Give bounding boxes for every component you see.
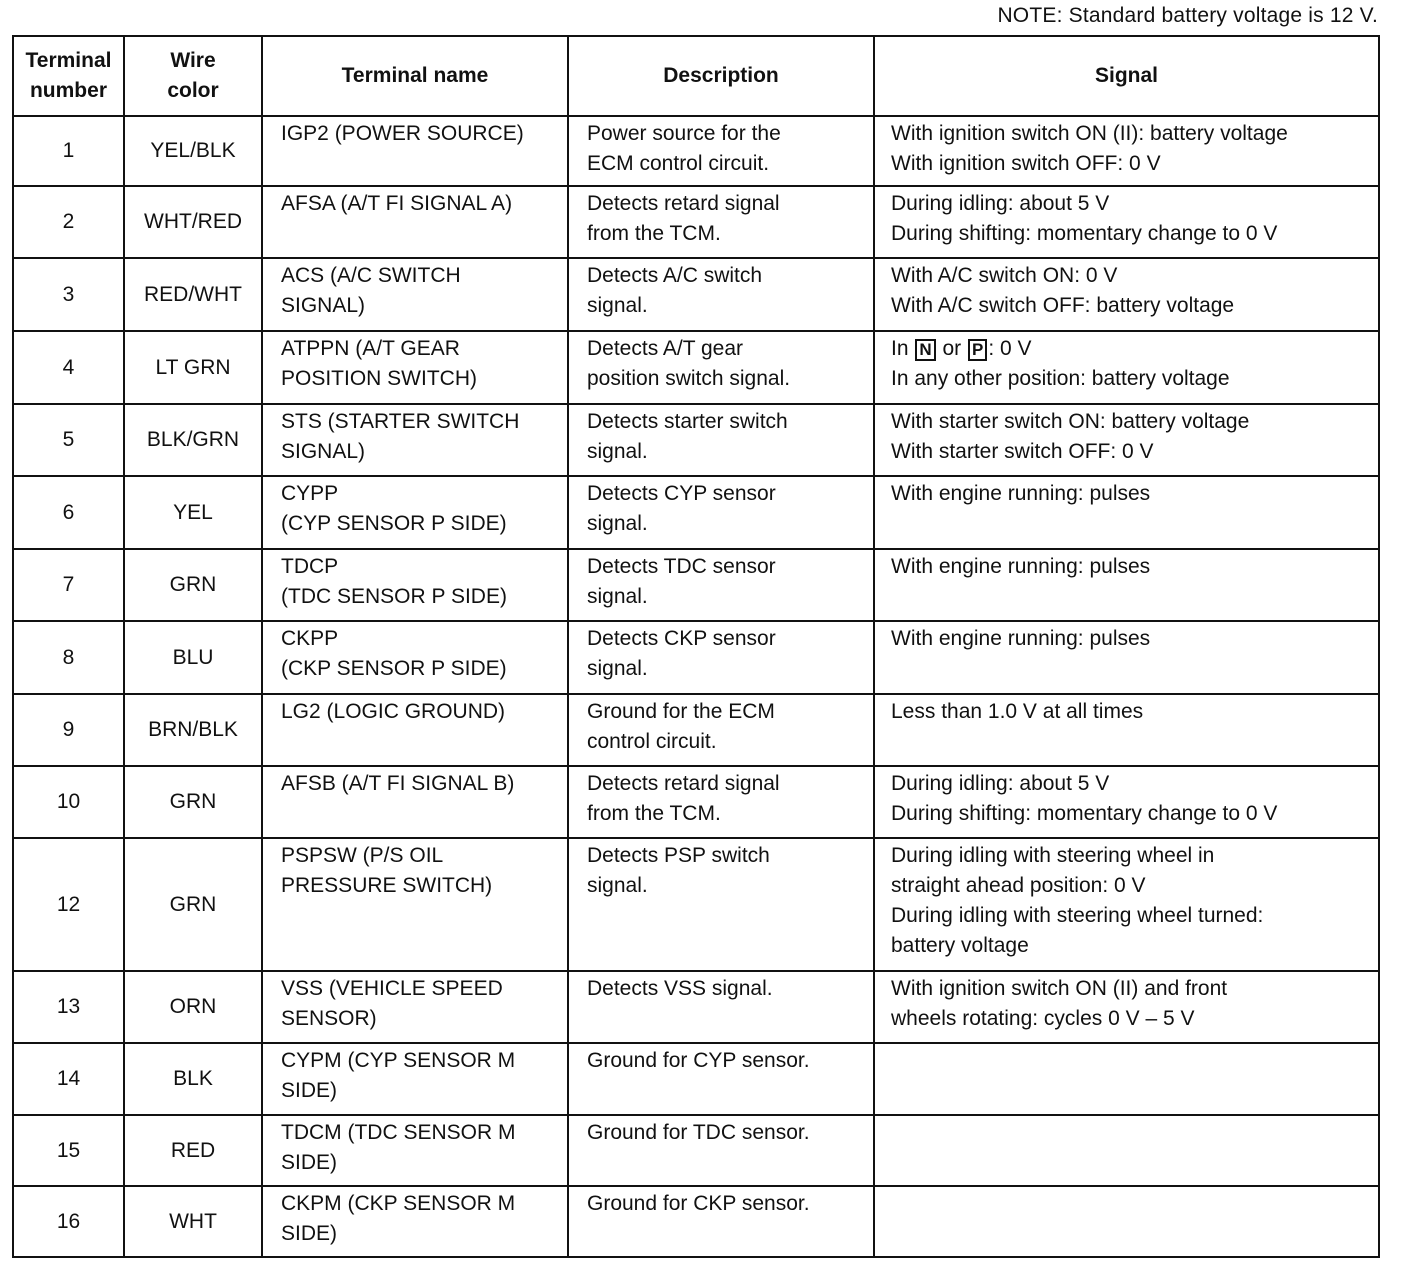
table-row bbox=[13, 1115, 1379, 1186]
terminal-name-cell bbox=[262, 186, 568, 258]
table-row bbox=[13, 476, 1379, 549]
signal-cell bbox=[874, 1186, 1379, 1257]
header-wire-color: Wire color bbox=[124, 36, 262, 116]
description-cell bbox=[568, 766, 874, 838]
cell-line: SIDE) bbox=[281, 1222, 338, 1245]
signal-cell bbox=[874, 116, 1379, 186]
terminal-name-cell bbox=[262, 258, 568, 331]
cell-line: CKPM (CKP SENSOR M bbox=[281, 1192, 516, 1215]
signal-text: In bbox=[891, 337, 915, 360]
terminal-name-cell bbox=[262, 838, 568, 971]
signal-cell bbox=[874, 766, 1379, 838]
cell-line: SENSOR) bbox=[281, 1007, 377, 1030]
terminal-name-cell bbox=[262, 971, 568, 1043]
terminal-name-cell bbox=[262, 621, 568, 694]
cell-line: Detects PSP switch bbox=[587, 844, 770, 867]
cell-line: signal. bbox=[587, 657, 648, 680]
description-cell bbox=[568, 476, 874, 549]
terminal-number-cell: 15 bbox=[13, 1115, 124, 1186]
gear-position-signal-line bbox=[891, 334, 1378, 364]
description-cell bbox=[568, 621, 874, 694]
cell-line: In any other position: battery voltage bbox=[891, 367, 1230, 390]
terminal-number-cell: 6 bbox=[13, 476, 124, 549]
signal-cell bbox=[874, 404, 1379, 476]
cell-line: Detects VSS signal. bbox=[587, 977, 773, 1000]
cell-line: Ground for the ECM bbox=[587, 700, 775, 723]
terminal-number-cell: 2 bbox=[13, 186, 124, 258]
terminal-number-cell: 4 bbox=[13, 331, 124, 404]
terminal-name-cell bbox=[262, 404, 568, 476]
terminal-name-cell bbox=[262, 694, 568, 766]
cell-line: (TDC SENSOR P SIDE) bbox=[281, 585, 507, 608]
wire-color-cell: GRN bbox=[124, 766, 262, 838]
terminal-name-cell bbox=[262, 549, 568, 621]
description-cell bbox=[568, 404, 874, 476]
cell-line: CYPM (CYP SENSOR M bbox=[281, 1049, 516, 1072]
terminal-number-cell: 7 bbox=[13, 549, 124, 621]
signal-cell bbox=[874, 838, 1379, 971]
cell-line: signal. bbox=[587, 512, 648, 535]
wire-color-cell: GRN bbox=[124, 549, 262, 621]
cell-line: Detects retard signal bbox=[587, 192, 780, 215]
cell-line: With engine running: pulses bbox=[891, 555, 1151, 578]
ecm-terminal-table bbox=[12, 35, 1380, 1258]
signal-cell bbox=[874, 258, 1379, 331]
cell-line: During idling with steering wheel turned: bbox=[891, 904, 1264, 927]
signal-text: : 0 V bbox=[988, 337, 1032, 360]
terminal-number-cell: 8 bbox=[13, 621, 124, 694]
terminal-number-cell: 12 bbox=[13, 838, 124, 971]
cell-line: Detects starter switch bbox=[587, 410, 788, 433]
cell-line: LG2 (LOGIC GROUND) bbox=[281, 700, 506, 723]
cell-line: TDCM (TDC SENSOR M bbox=[281, 1121, 516, 1144]
wire-color-cell: BRN/BLK bbox=[124, 694, 262, 766]
description-cell bbox=[568, 258, 874, 331]
description-cell bbox=[568, 1115, 874, 1186]
table-row bbox=[13, 838, 1379, 971]
table-row bbox=[13, 1043, 1379, 1115]
terminal-number-cell: 14 bbox=[13, 1043, 124, 1115]
cell-line: SIDE) bbox=[281, 1079, 338, 1102]
description-cell bbox=[568, 838, 874, 971]
terminal-number-cell: 3 bbox=[13, 258, 124, 331]
header-terminal-name: Terminal name bbox=[262, 36, 568, 116]
terminal-number-cell: 5 bbox=[13, 404, 124, 476]
description-cell bbox=[568, 331, 874, 404]
wire-color-cell: YEL bbox=[124, 476, 262, 549]
table-row bbox=[13, 116, 1379, 186]
cell-line: straight ahead position: 0 V bbox=[891, 874, 1146, 897]
terminal-name-cell bbox=[262, 331, 568, 404]
cell-line: During idling with steering wheel in bbox=[891, 844, 1215, 867]
terminal-name-cell bbox=[262, 116, 568, 186]
wire-color-cell: BLU bbox=[124, 621, 262, 694]
cell-line: During idling: about 5 V bbox=[891, 772, 1110, 795]
battery-voltage-note: NOTE: Standard battery voltage is 12 V. bbox=[997, 4, 1378, 27]
terminal-name-cell bbox=[262, 1186, 568, 1257]
cell-line: POSITION SWITCH) bbox=[281, 367, 477, 390]
cell-line: control circuit. bbox=[587, 730, 717, 753]
cell-line: STS (STARTER SWITCH bbox=[281, 410, 520, 433]
cell-line: IGP2 (POWER SOURCE) bbox=[281, 122, 524, 145]
cell-line: With engine running: pulses bbox=[891, 482, 1151, 505]
signal-cell bbox=[874, 549, 1379, 621]
wire-color-cell: BLK bbox=[124, 1043, 262, 1115]
table-row bbox=[13, 258, 1379, 331]
cell-line: Detects retard signal bbox=[587, 772, 780, 795]
cell-line: SIGNAL) bbox=[281, 294, 366, 317]
wire-color-cell: GRN bbox=[124, 838, 262, 971]
wire-color-cell: BLK/GRN bbox=[124, 404, 262, 476]
description-cell bbox=[568, 971, 874, 1043]
signal-cell bbox=[874, 694, 1379, 766]
cell-line: With starter switch ON: battery voltage bbox=[891, 410, 1250, 433]
table-row bbox=[13, 621, 1379, 694]
wire-color-cell: ORN bbox=[124, 971, 262, 1043]
cell-line: With ignition switch OFF: 0 V bbox=[891, 152, 1161, 175]
cell-line: CKPP bbox=[281, 627, 339, 650]
table-row bbox=[13, 1186, 1379, 1257]
table-row bbox=[13, 766, 1379, 838]
cell-line: Power source for the bbox=[587, 122, 781, 145]
cell-line: Ground for TDC sensor. bbox=[587, 1121, 810, 1144]
cell-line: With starter switch OFF: 0 V bbox=[891, 440, 1154, 463]
cell-line: With ignition switch ON (II) and front bbox=[891, 977, 1228, 1000]
signal-cell bbox=[874, 1043, 1379, 1115]
header-description: Description bbox=[568, 36, 874, 116]
cell-line: With A/C switch OFF: battery voltage bbox=[891, 294, 1235, 317]
header-terminal-number: Terminal number bbox=[13, 36, 124, 116]
cell-line: TDCP bbox=[281, 555, 339, 578]
wire-color-cell: WHT/RED bbox=[124, 186, 262, 258]
cell-line: Detects CYP sensor bbox=[587, 482, 776, 505]
cell-line: VSS (VEHICLE SPEED bbox=[281, 977, 503, 1000]
signal-cell bbox=[874, 186, 1379, 258]
signal-text: or bbox=[936, 337, 967, 360]
wire-color-cell: RED bbox=[124, 1115, 262, 1186]
cell-line: With A/C switch ON: 0 V bbox=[891, 264, 1118, 287]
description-cell bbox=[568, 186, 874, 258]
wire-color-cell: RED/WHT bbox=[124, 258, 262, 331]
table-row bbox=[13, 404, 1379, 476]
terminal-number-cell: 10 bbox=[13, 766, 124, 838]
cell-line: ATPPN (A/T GEAR bbox=[281, 337, 460, 360]
cell-line: With engine running: pulses bbox=[891, 627, 1151, 650]
cell-line: With ignition switch ON (II): battery voltage bbox=[891, 122, 1288, 145]
wire-color-cell: LT GRN bbox=[124, 331, 262, 404]
park-gear-indicator: P bbox=[968, 339, 987, 361]
cell-line: During idling: about 5 V bbox=[891, 192, 1110, 215]
terminal-number-cell: 1 bbox=[13, 116, 124, 186]
wire-color-cell: WHT bbox=[124, 1186, 262, 1257]
cell-line: Ground for CYP sensor. bbox=[587, 1049, 810, 1072]
neutral-gear-indicator: N bbox=[915, 339, 935, 361]
cell-line: wheels rotating: cycles 0 V – 5 V bbox=[891, 1007, 1195, 1030]
cell-line: battery voltage bbox=[891, 934, 1029, 957]
cell-line: Detects A/T gear bbox=[587, 337, 744, 360]
cell-line: from the TCM. bbox=[587, 802, 721, 825]
description-cell bbox=[568, 1186, 874, 1257]
cell-line: Detects A/C switch bbox=[587, 264, 763, 287]
cell-line: AFSA (A/T FI SIGNAL A) bbox=[281, 192, 513, 215]
cell-line: During shifting: momentary change to 0 V bbox=[891, 222, 1278, 245]
table-row bbox=[13, 694, 1379, 766]
cell-line: AFSB (A/T FI SIGNAL B) bbox=[281, 772, 515, 795]
description-cell bbox=[568, 694, 874, 766]
table-header-row bbox=[13, 36, 1379, 116]
cell-line: signal. bbox=[587, 874, 648, 897]
cell-line: PSPSW (P/S OIL bbox=[281, 844, 444, 867]
terminal-name-cell bbox=[262, 1043, 568, 1115]
terminal-number-cell: 16 bbox=[13, 1186, 124, 1257]
signal-cell bbox=[874, 476, 1379, 549]
cell-line: PRESSURE SWITCH) bbox=[281, 874, 493, 897]
terminal-name-cell bbox=[262, 476, 568, 549]
signal-cell bbox=[874, 1115, 1379, 1186]
cell-line: Detects CKP sensor bbox=[587, 627, 776, 650]
table-row bbox=[13, 549, 1379, 621]
description-cell bbox=[568, 116, 874, 186]
wire-color-cell: YEL/BLK bbox=[124, 116, 262, 186]
table-row bbox=[13, 971, 1379, 1043]
cell-line: (CYP SENSOR P SIDE) bbox=[281, 512, 507, 535]
table-row bbox=[13, 186, 1379, 258]
signal-cell bbox=[874, 971, 1379, 1043]
cell-line: SIGNAL) bbox=[281, 440, 366, 463]
description-cell bbox=[568, 549, 874, 621]
description-cell bbox=[568, 1043, 874, 1115]
terminal-number-cell: 13 bbox=[13, 971, 124, 1043]
cell-line: During shifting: momentary change to 0 V bbox=[891, 802, 1278, 825]
cell-line: Less than 1.0 V at all times bbox=[891, 700, 1144, 723]
cell-line: position switch signal. bbox=[587, 367, 791, 390]
cell-line: from the TCM. bbox=[587, 222, 721, 245]
cell-line: CYPP bbox=[281, 482, 339, 505]
cell-line: SIDE) bbox=[281, 1151, 338, 1174]
cell-line: ECM control circuit. bbox=[587, 152, 770, 175]
header-signal: Signal bbox=[874, 36, 1379, 116]
cell-line: signal. bbox=[587, 585, 648, 608]
terminal-name-cell bbox=[262, 1115, 568, 1186]
cell-line: signal. bbox=[587, 440, 648, 463]
table-row bbox=[13, 331, 1379, 404]
cell-line: Detects TDC sensor bbox=[587, 555, 776, 578]
cell-line: (CKP SENSOR P SIDE) bbox=[281, 657, 507, 680]
terminal-name-cell bbox=[262, 766, 568, 838]
signal-cell bbox=[874, 331, 1379, 404]
signal-cell bbox=[874, 621, 1379, 694]
cell-line: Ground for CKP sensor. bbox=[587, 1192, 810, 1215]
terminal-number-cell: 9 bbox=[13, 694, 124, 766]
cell-line: signal. bbox=[587, 294, 648, 317]
cell-line: ACS (A/C SWITCH bbox=[281, 264, 461, 287]
